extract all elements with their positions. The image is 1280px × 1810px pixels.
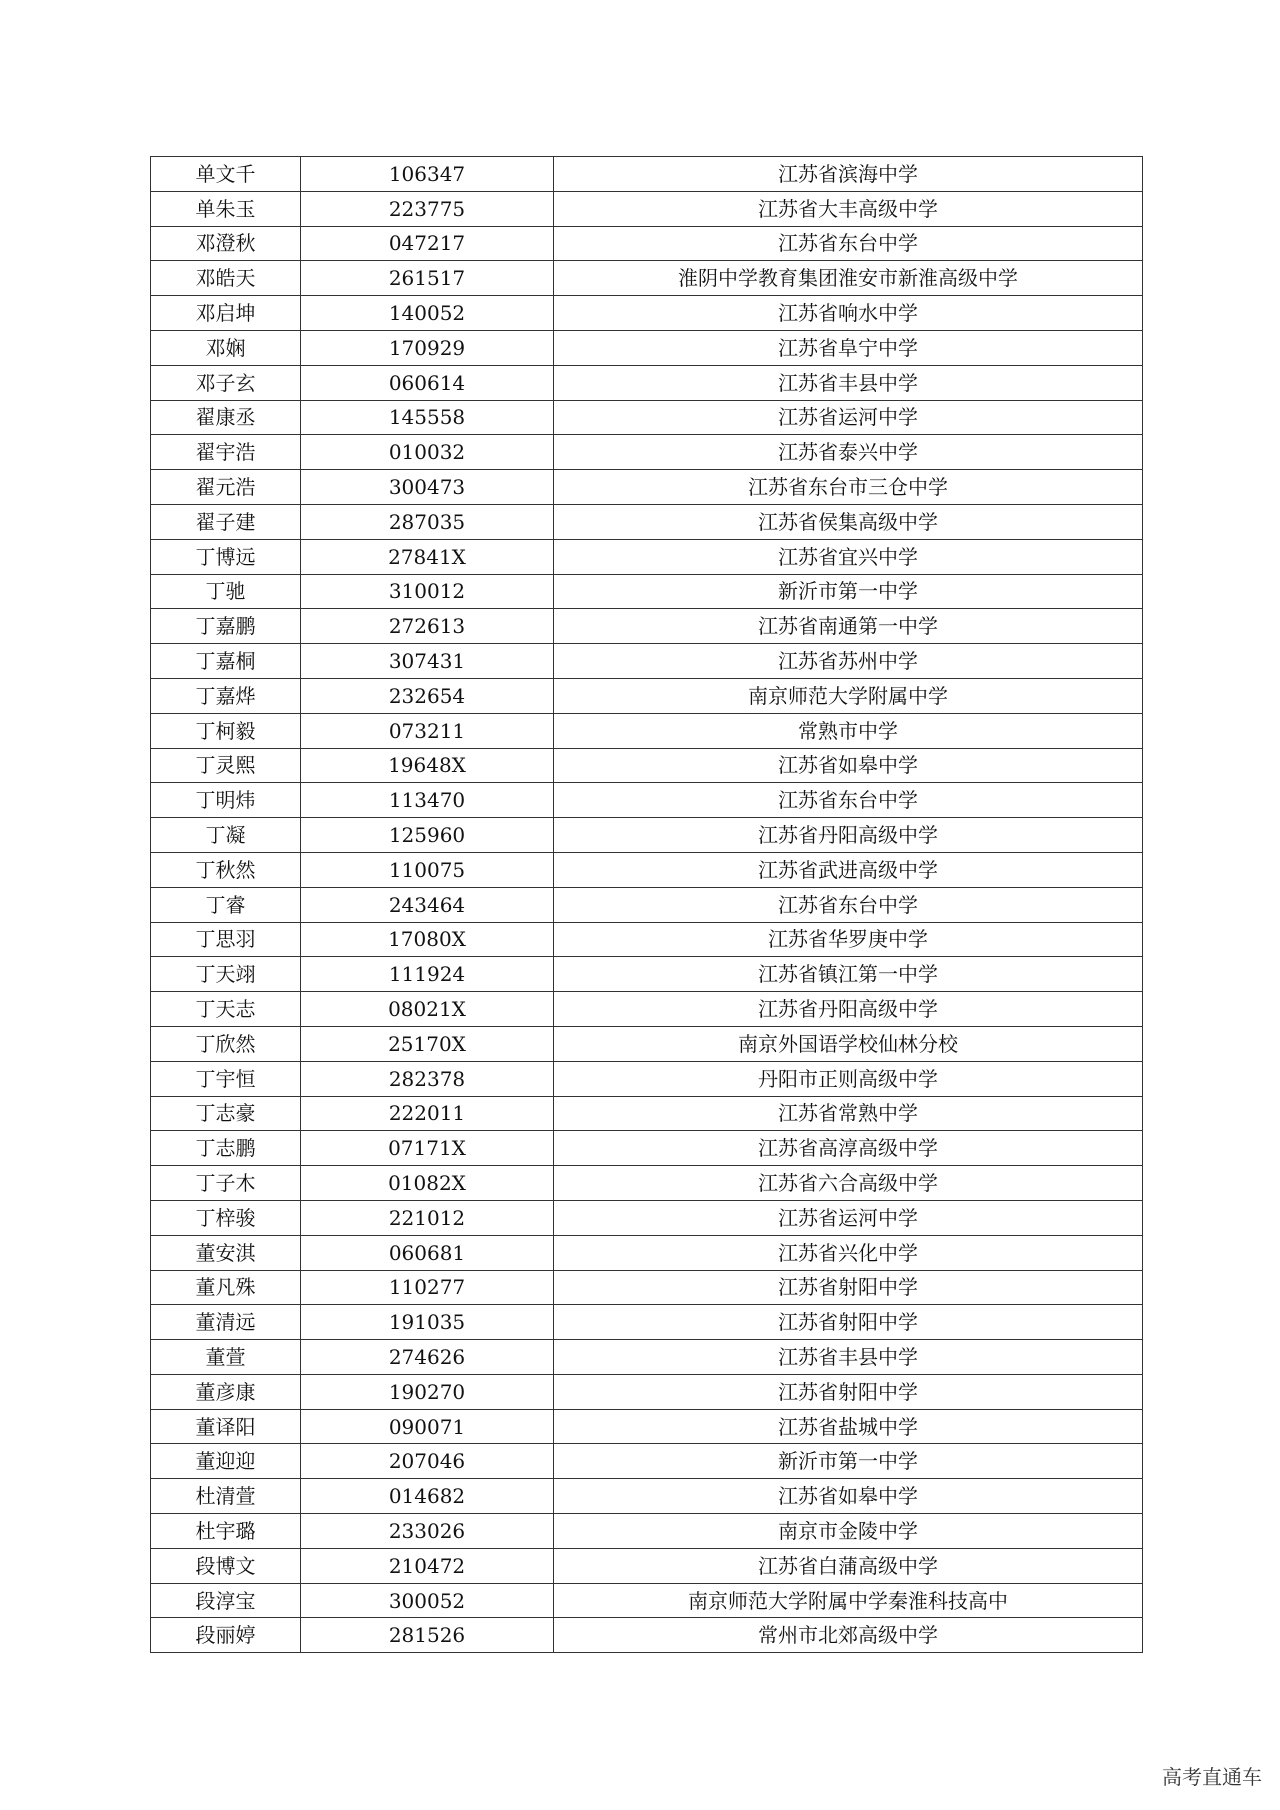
student-id-cell: 274626 xyxy=(301,1340,554,1375)
school-name-cell: 江苏省六合高级中学 xyxy=(554,1166,1143,1201)
table-row xyxy=(151,1235,1143,1270)
student-name-cell: 丁梓骏 xyxy=(151,1200,301,1235)
student-name-cell: 翟康丞 xyxy=(151,400,301,435)
school-name-cell: 新沂市第一中学 xyxy=(554,1444,1143,1479)
table-row xyxy=(151,818,1143,853)
table-row xyxy=(151,1026,1143,1061)
student-id-cell: 145558 xyxy=(301,400,554,435)
table-row xyxy=(151,296,1143,331)
student-name-cell: 丁秋然 xyxy=(151,852,301,887)
school-name-cell: 江苏省泰兴中学 xyxy=(554,435,1143,470)
school-name-cell: 江苏省常熟中学 xyxy=(554,1096,1143,1131)
student-id-cell: 207046 xyxy=(301,1444,554,1479)
student-id-cell: 113470 xyxy=(301,783,554,818)
student-id-cell: 060614 xyxy=(301,365,554,400)
table-row xyxy=(151,470,1143,505)
student-id-cell: 191035 xyxy=(301,1305,554,1340)
school-name-cell: 江苏省丰县中学 xyxy=(554,1340,1143,1375)
student-name-cell: 邓澄秋 xyxy=(151,226,301,261)
table-row xyxy=(151,435,1143,470)
table-row xyxy=(151,1096,1143,1131)
table-row xyxy=(151,1270,1143,1305)
student-name-cell: 翟子建 xyxy=(151,504,301,539)
table-row xyxy=(151,1514,1143,1549)
student-name-cell: 段淳宝 xyxy=(151,1583,301,1618)
school-name-cell: 江苏省响水中学 xyxy=(554,296,1143,331)
school-name-cell: 江苏省高淳高级中学 xyxy=(554,1131,1143,1166)
student-name-cell: 邓启坤 xyxy=(151,296,301,331)
school-name-cell: 江苏省盐城中学 xyxy=(554,1409,1143,1444)
school-name-cell: 淮阴中学教育集团淮安市新淮高级中学 xyxy=(554,261,1143,296)
school-name-cell: 南京市金陵中学 xyxy=(554,1514,1143,1549)
table-row xyxy=(151,887,1143,922)
school-name-cell: 江苏省运河中学 xyxy=(554,400,1143,435)
student-name-cell: 丁欣然 xyxy=(151,1026,301,1061)
student-name-cell: 邓娴 xyxy=(151,330,301,365)
table-row xyxy=(151,574,1143,609)
student-name-cell: 段丽婷 xyxy=(151,1618,301,1653)
table-row xyxy=(151,1200,1143,1235)
student-id-cell: 090071 xyxy=(301,1409,554,1444)
student-id-cell: 300052 xyxy=(301,1583,554,1618)
table-row xyxy=(151,644,1143,679)
school-name-cell: 江苏省丹阳高级中学 xyxy=(554,818,1143,853)
table-row xyxy=(151,1583,1143,1618)
student-id-cell: 073211 xyxy=(301,713,554,748)
roster-table xyxy=(150,156,1143,1653)
student-id-cell: 27841X xyxy=(301,539,554,574)
school-name-cell: 江苏省丹阳高级中学 xyxy=(554,992,1143,1027)
school-name-cell: 南京师范大学附属中学秦淮科技高中 xyxy=(554,1583,1143,1618)
student-name-cell: 丁天志 xyxy=(151,992,301,1027)
table-row xyxy=(151,1166,1143,1201)
school-name-cell: 江苏省运河中学 xyxy=(554,1200,1143,1235)
student-id-cell: 08021X xyxy=(301,992,554,1027)
student-name-cell: 董安淇 xyxy=(151,1235,301,1270)
school-name-cell: 江苏省镇江第一中学 xyxy=(554,957,1143,992)
student-name-cell: 丁子木 xyxy=(151,1166,301,1201)
table-row xyxy=(151,330,1143,365)
student-name-cell: 邓子玄 xyxy=(151,365,301,400)
student-id-cell: 300473 xyxy=(301,470,554,505)
student-name-cell: 丁宇恒 xyxy=(151,1061,301,1096)
school-name-cell: 江苏省射阳中学 xyxy=(554,1374,1143,1409)
student-id-cell: 140052 xyxy=(301,296,554,331)
student-name-cell: 单文千 xyxy=(151,157,301,192)
student-id-cell: 232654 xyxy=(301,678,554,713)
school-name-cell: 江苏省华罗庚中学 xyxy=(554,922,1143,957)
student-id-cell: 060681 xyxy=(301,1235,554,1270)
table-row xyxy=(151,678,1143,713)
student-name-cell: 杜宇璐 xyxy=(151,1514,301,1549)
student-name-cell: 丁明炜 xyxy=(151,783,301,818)
school-name-cell: 江苏省宜兴中学 xyxy=(554,539,1143,574)
student-id-cell: 25170X xyxy=(301,1026,554,1061)
student-name-cell: 翟元浩 xyxy=(151,470,301,505)
student-name-cell: 翟宇浩 xyxy=(151,435,301,470)
school-name-cell: 江苏省武进高级中学 xyxy=(554,852,1143,887)
table-row xyxy=(151,1305,1143,1340)
student-id-cell: 111924 xyxy=(301,957,554,992)
student-id-cell: 110075 xyxy=(301,852,554,887)
student-id-cell: 222011 xyxy=(301,1096,554,1131)
student-id-cell: 310012 xyxy=(301,574,554,609)
school-name-cell: 江苏省如皋中学 xyxy=(554,1479,1143,1514)
student-id-cell: 261517 xyxy=(301,261,554,296)
student-id-cell: 125960 xyxy=(301,818,554,853)
student-id-cell: 047217 xyxy=(301,226,554,261)
school-name-cell: 新沂市第一中学 xyxy=(554,574,1143,609)
student-name-cell: 单朱玉 xyxy=(151,191,301,226)
school-name-cell: 江苏省南通第一中学 xyxy=(554,609,1143,644)
student-name-cell: 丁睿 xyxy=(151,887,301,922)
student-name-cell: 丁嘉烨 xyxy=(151,678,301,713)
student-id-cell: 190270 xyxy=(301,1374,554,1409)
student-id-cell: 01082X xyxy=(301,1166,554,1201)
student-id-cell: 17080X xyxy=(301,922,554,957)
school-name-cell: 江苏省东台中学 xyxy=(554,887,1143,922)
table-row xyxy=(151,1131,1143,1166)
table-row xyxy=(151,191,1143,226)
student-name-cell: 丁嘉鹏 xyxy=(151,609,301,644)
school-name-cell: 江苏省阜宁中学 xyxy=(554,330,1143,365)
school-name-cell: 江苏省兴化中学 xyxy=(554,1235,1143,1270)
roster-table-body xyxy=(151,157,1143,1653)
school-name-cell: 江苏省白蒲高级中学 xyxy=(554,1548,1143,1583)
student-id-cell: 014682 xyxy=(301,1479,554,1514)
student-id-cell: 287035 xyxy=(301,504,554,539)
student-name-cell: 丁思羽 xyxy=(151,922,301,957)
table-row xyxy=(151,992,1143,1027)
student-name-cell: 邓皓天 xyxy=(151,261,301,296)
student-name-cell: 董凡殊 xyxy=(151,1270,301,1305)
student-id-cell: 210472 xyxy=(301,1548,554,1583)
student-name-cell: 丁志豪 xyxy=(151,1096,301,1131)
table-row xyxy=(151,365,1143,400)
student-name-cell: 丁嘉桐 xyxy=(151,644,301,679)
table-row xyxy=(151,261,1143,296)
school-name-cell: 江苏省苏州中学 xyxy=(554,644,1143,679)
table-row xyxy=(151,713,1143,748)
student-id-cell: 307431 xyxy=(301,644,554,679)
student-name-cell: 丁灵熙 xyxy=(151,748,301,783)
student-id-cell: 281526 xyxy=(301,1618,554,1653)
table-row xyxy=(151,957,1143,992)
student-name-cell: 丁志鹏 xyxy=(151,1131,301,1166)
table-row xyxy=(151,748,1143,783)
school-name-cell: 江苏省东台中学 xyxy=(554,226,1143,261)
table-row xyxy=(151,539,1143,574)
student-name-cell: 董萱 xyxy=(151,1340,301,1375)
student-id-cell: 221012 xyxy=(301,1200,554,1235)
table-row xyxy=(151,1548,1143,1583)
school-name-cell: 常州市北郊高级中学 xyxy=(554,1618,1143,1653)
school-name-cell: 江苏省射阳中学 xyxy=(554,1270,1143,1305)
table-row xyxy=(151,1444,1143,1479)
school-name-cell: 江苏省东台市三仓中学 xyxy=(554,470,1143,505)
student-id-cell: 010032 xyxy=(301,435,554,470)
school-name-cell: 江苏省射阳中学 xyxy=(554,1305,1143,1340)
school-name-cell: 江苏省侯集高级中学 xyxy=(554,504,1143,539)
table-row xyxy=(151,852,1143,887)
student-name-cell: 董译阳 xyxy=(151,1409,301,1444)
student-name-cell: 杜清萱 xyxy=(151,1479,301,1514)
table-row xyxy=(151,1409,1143,1444)
student-name-cell: 董迎迎 xyxy=(151,1444,301,1479)
student-id-cell: 233026 xyxy=(301,1514,554,1549)
student-id-cell: 170929 xyxy=(301,330,554,365)
school-name-cell: 南京师范大学附属中学 xyxy=(554,678,1143,713)
student-id-cell: 07171X xyxy=(301,1131,554,1166)
table-row xyxy=(151,1061,1143,1096)
table-row xyxy=(151,1374,1143,1409)
student-id-cell: 106347 xyxy=(301,157,554,192)
student-id-cell: 282378 xyxy=(301,1061,554,1096)
table-row xyxy=(151,1340,1143,1375)
student-id-cell: 223775 xyxy=(301,191,554,226)
student-name-cell: 丁柯毅 xyxy=(151,713,301,748)
school-name-cell: 江苏省滨海中学 xyxy=(554,157,1143,192)
school-name-cell: 南京外国语学校仙林分校 xyxy=(554,1026,1143,1061)
student-name-cell: 丁驰 xyxy=(151,574,301,609)
student-id-cell: 19648X xyxy=(301,748,554,783)
table-row xyxy=(151,609,1143,644)
student-id-cell: 243464 xyxy=(301,887,554,922)
student-name-cell: 丁博远 xyxy=(151,539,301,574)
student-id-cell: 272613 xyxy=(301,609,554,644)
table-row xyxy=(151,504,1143,539)
school-name-cell: 丹阳市正则高级中学 xyxy=(554,1061,1143,1096)
table-row xyxy=(151,922,1143,957)
school-name-cell: 江苏省东台中学 xyxy=(554,783,1143,818)
student-name-cell: 董清远 xyxy=(151,1305,301,1340)
table-row xyxy=(151,783,1143,818)
school-name-cell: 江苏省丰县中学 xyxy=(554,365,1143,400)
table-row xyxy=(151,400,1143,435)
table-row xyxy=(151,157,1143,192)
school-name-cell: 江苏省如皋中学 xyxy=(554,748,1143,783)
student-name-cell: 段博文 xyxy=(151,1548,301,1583)
student-name-cell: 丁天翊 xyxy=(151,957,301,992)
student-name-cell: 丁凝 xyxy=(151,818,301,853)
school-name-cell: 江苏省大丰高级中学 xyxy=(554,191,1143,226)
table-row xyxy=(151,1479,1143,1514)
watermark: 高考直通车 xyxy=(1162,1765,1262,1789)
table-row xyxy=(151,226,1143,261)
table-row xyxy=(151,1618,1143,1653)
school-name-cell: 常熟市中学 xyxy=(554,713,1143,748)
student-name-cell: 董彦康 xyxy=(151,1374,301,1409)
student-id-cell: 110277 xyxy=(301,1270,554,1305)
